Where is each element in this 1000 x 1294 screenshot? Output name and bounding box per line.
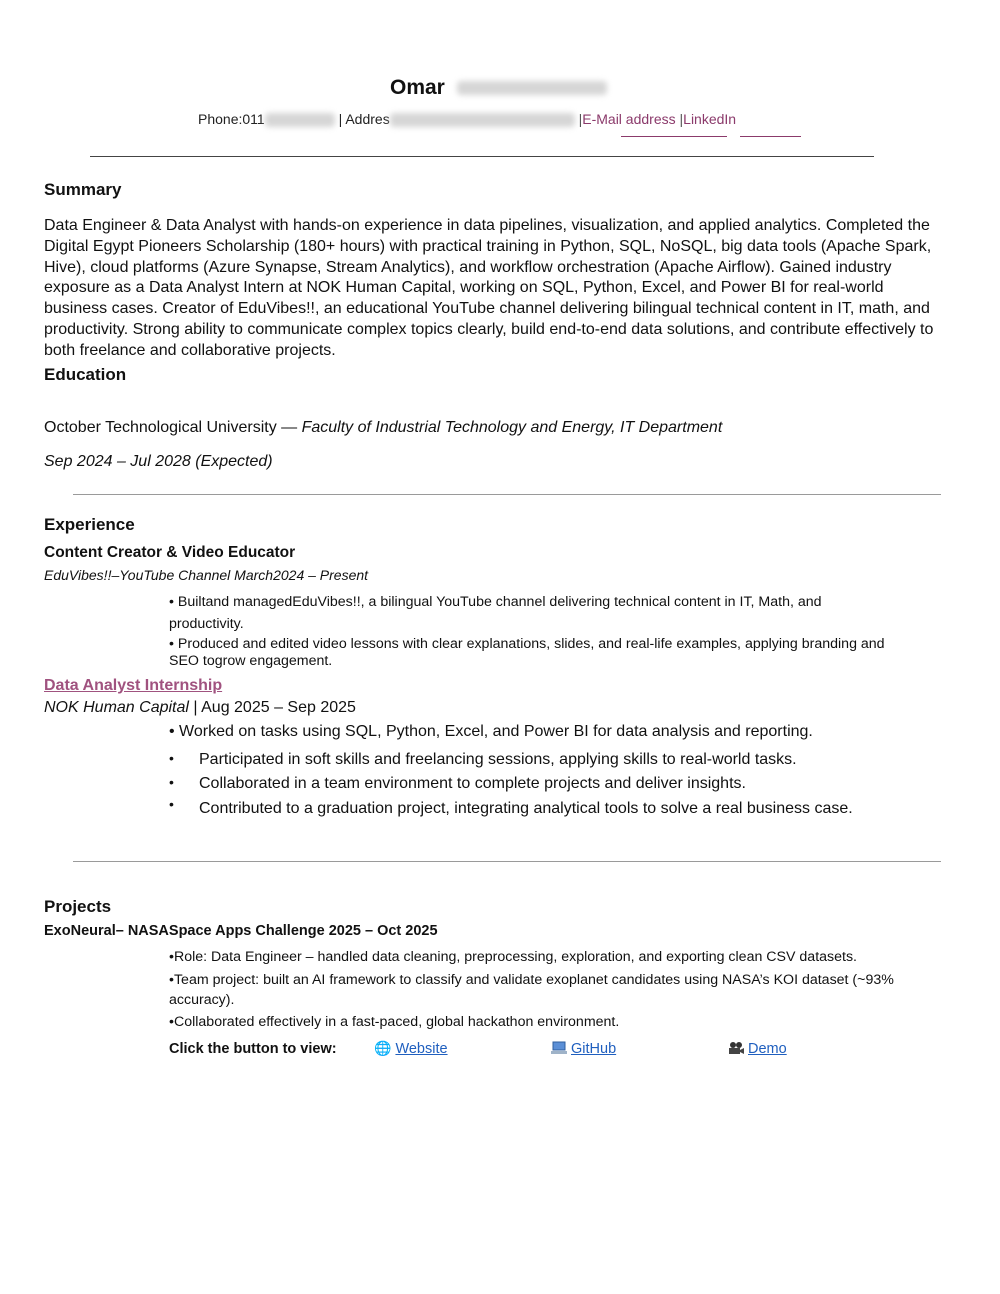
redacted-phone bbox=[265, 113, 335, 127]
address-label: | Addres bbox=[338, 111, 390, 127]
faculty-name: Faculty of Industrial Technology and Energy, IT Department bbox=[301, 419, 723, 436]
github-link-label[interactable]: GitHub bbox=[571, 1041, 617, 1057]
job2-bullet1: • Worked on tasks using SQL, Python, Excel, and Power BI for data analysis and reporting. bbox=[169, 723, 813, 740]
project1-bullet1: •Role: Data Engineer – handled data cleaning, preprocessing, exploration, and exporting clean CSV datasets. bbox=[169, 949, 857, 965]
summary-text: Data Engineer & Data Analyst with hands-on experience in data pipelines, visualization, and applied analytics. Completed the Digital Egypt Pioneers Scholarship (180+ hours) with practical training in Python, SQL, NoSQL, big data tools (Apache Spark, Hive), cloud platforms (Azure Synapse, Stream Analytics), and workflow orchestration (Apache Airflow). Gained industry exposure as a Data Analyst Intern at NOK Human Capital, working on SQL, Python, Excel, and Power BI for real-world business cases. Creator of EduVibes!!, an educational YouTube channel delivering bilingual technical content in IT, math, and productivity. Strong ability to communicate complex topics clearly, build end-to-end data solutions, and contribute effectively to both freelance and collaborative projects. bbox=[44, 217, 934, 359]
demo-link-label[interactable]: Demo bbox=[748, 1041, 787, 1057]
job2-bullet3-mark: • bbox=[169, 774, 174, 790]
camera-icon bbox=[728, 1040, 744, 1056]
job1-bullet2-line1: • Produced and edited video lessons with clear explanations, slides, and real-life examples, applying branding and bbox=[169, 636, 885, 652]
project1-bullet2-line2: accuracy). bbox=[169, 992, 235, 1008]
experience-divider bbox=[73, 861, 941, 862]
header-divider bbox=[90, 156, 874, 157]
laptop-icon bbox=[551, 1040, 567, 1056]
linkedin-link[interactable]: LinkedIn bbox=[683, 111, 737, 127]
experience-heading: Experience bbox=[44, 515, 135, 534]
contact-line: Phone:011 | Addres |E-Mail address |LinkedIn bbox=[198, 111, 737, 127]
job1-bullet2-line2: SEO togrow engagement. bbox=[169, 653, 333, 669]
education-divider bbox=[73, 494, 941, 495]
website-button[interactable] bbox=[374, 1040, 448, 1058]
candidate-first-name: Omar bbox=[390, 76, 445, 99]
website-link-label[interactable]: Website bbox=[395, 1041, 448, 1057]
globe-icon: 🌐 bbox=[374, 1040, 392, 1056]
job2-bullet2: Participated in soft skills and freelancing sessions, applying skills to real-world tasks. bbox=[199, 751, 797, 768]
email-link[interactable]: E-Mail address bbox=[582, 111, 676, 127]
project1-links-label: Click the button to view: bbox=[169, 1041, 337, 1057]
redacted-surname bbox=[457, 81, 607, 95]
project1-bullet2-line1: •Team project: built an AI framework to classify and validate exoplanet candidates using NASA’s KOI dataset (~93% bbox=[169, 972, 894, 988]
demo-button[interactable] bbox=[728, 1040, 787, 1058]
job2-bullet3: Collaborated in a team environment to complete projects and deliver insights. bbox=[199, 775, 746, 792]
candidate-name bbox=[390, 76, 607, 100]
job2-company-line bbox=[44, 699, 356, 717]
job2-company: NOK Human Capital bbox=[44, 699, 189, 716]
phone-label: Phone:011 bbox=[198, 111, 265, 127]
redacted-address bbox=[390, 113, 575, 127]
job2-dates: | Aug 2025 – Sep 2025 bbox=[188, 699, 356, 716]
job2-title[interactable]: Data Analyst Internship bbox=[44, 677, 223, 694]
project1-title: ExoNeural– NASASpace Apps Challenge 2025 – Oct 2025 bbox=[44, 923, 438, 939]
email-underline bbox=[621, 136, 727, 137]
job1-bullet1-line1: • Builtand managedEduVibes!!, a bilingual YouTube channel delivering technical content in IT, Math, and bbox=[169, 594, 822, 610]
job2-bullet2-mark: • bbox=[169, 750, 174, 766]
job2-bullet4: Contributed to a graduation project, integrating analytical tools to solve a real business case. bbox=[199, 800, 853, 817]
education-dates: Sep 2024 – Jul 2028 (Expected) bbox=[44, 453, 273, 470]
job2-bullet4-mark: • bbox=[169, 796, 174, 812]
project1-bullet3: •Collaborated effectively in a fast-paced, global hackathon environment. bbox=[169, 1014, 620, 1030]
job1-bullet1-line2: productivity. bbox=[169, 616, 244, 632]
projects-heading: Projects bbox=[44, 897, 112, 916]
linkedin-underline bbox=[740, 136, 801, 137]
summary-heading: Summary bbox=[44, 180, 122, 199]
education-heading: Education bbox=[44, 365, 127, 384]
github-button[interactable] bbox=[551, 1040, 616, 1058]
education-entry bbox=[44, 419, 722, 437]
job1-title: Content Creator & Video Educator bbox=[44, 544, 296, 561]
job1-subtitle: EduVibes!!–YouTube Channel March2024 – Present bbox=[44, 567, 369, 583]
university-name: October Technological University — bbox=[44, 419, 302, 436]
